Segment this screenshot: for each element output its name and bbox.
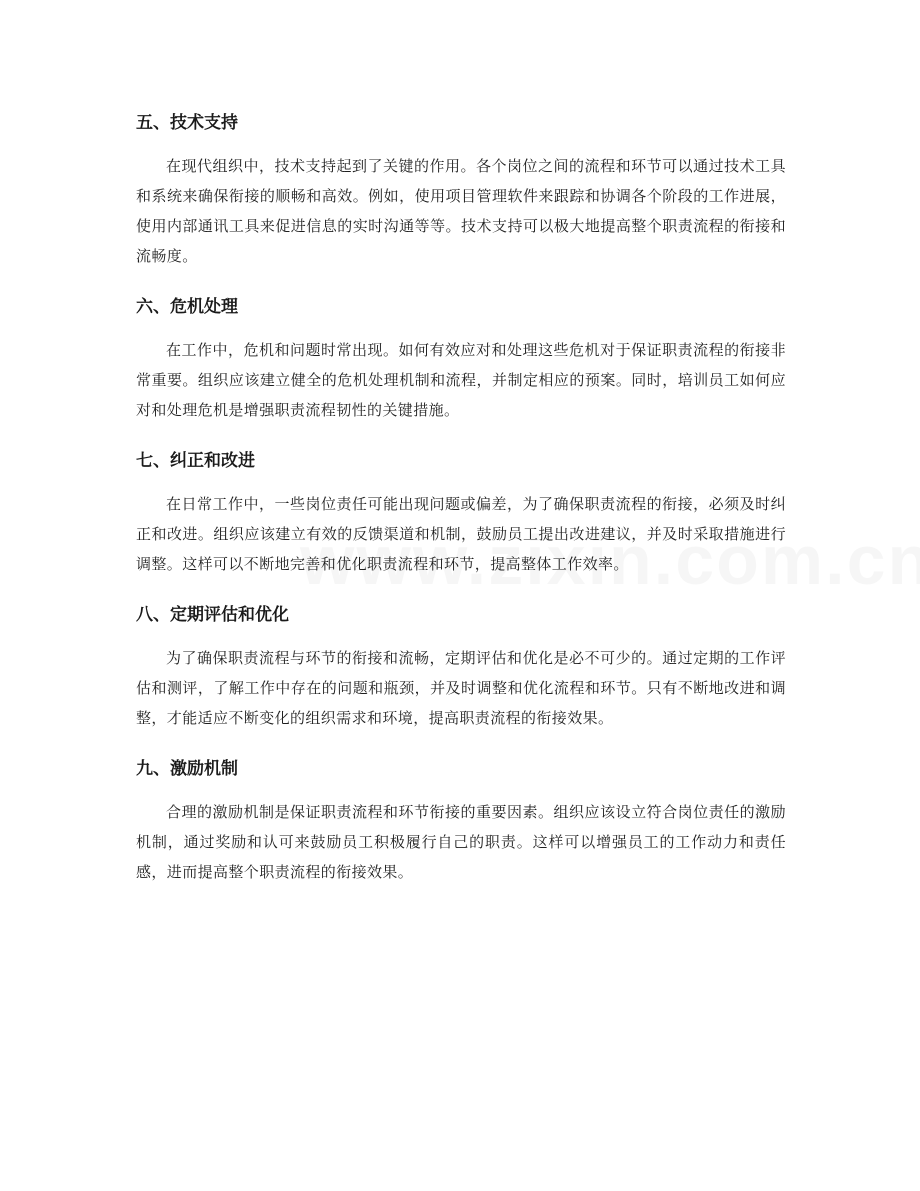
section-tech-support [136,103,786,271]
section-title: 六、危机处理 [136,297,238,317]
document-content [136,103,786,903]
section-paragraph: 在现代组织中，技术支持起到了关键的作用。各个岗位之间的流程和环节可以通过技术工具和系统来确保衔接的顺畅和高效。例如，使用项目管理软件来跟踪和协调各个阶段的工作进展，使用内部通讯工具来促进信息的实时沟通等等。技术支持可以极大地提高整个职责流程的衔接和流畅度。 [136,157,786,265]
section-paragraph: 为了确保职责流程与环节的衔接和流畅，定期评估和优化是必不可少的。通过定期的工作评估和测评，了解工作中存在的问题和瓶颈，并及时调整和优化流程和环节。只有不断地改进和调整，才能适应不断变化的组织需求和环境，提高职责流程的衔接效果。 [136,649,786,727]
section-paragraph: 在工作中，危机和问题时常出现。如何有效应对和处理这些危机对于保证职责流程的衔接非常重要。组织应该建立健全的危机处理机制和流程，并制定相应的预案。同时，培训员工如何应对和处理危机是增强职责流程韧性的关键措施。 [136,341,786,419]
section-periodic-evaluation [136,595,786,733]
section-title: 七、纠正和改进 [136,451,255,471]
section-title: 五、技术支持 [136,113,238,133]
section-paragraph: 合理的激励机制是保证职责流程和环节衔接的重要因素。组织应该设立符合岗位责任的激励机制，通过奖励和认可来鼓励员工积极履行自己的职责。这样可以增强员工的工作动力和责任感，进而提高整个职责流程的衔接效果。 [136,803,786,881]
section-paragraph: 在日常工作中，一些岗位责任可能出现问题或偏差，为了确保职责流程的衔接，必须及时纠正和改进。组织应该建立有效的反馈渠道和机制，鼓励员工提出改进建议，并及时采取措施进行调整。这样可以不断地完善和优化职责流程和环节，提高整体工作效率。 [136,495,786,573]
section-incentive-mechanism [136,749,786,887]
section-title: 八、定期评估和优化 [136,605,289,625]
section-correction-improvement [136,441,786,579]
section-title: 九、激励机制 [136,759,238,779]
section-crisis-handling [136,287,786,425]
